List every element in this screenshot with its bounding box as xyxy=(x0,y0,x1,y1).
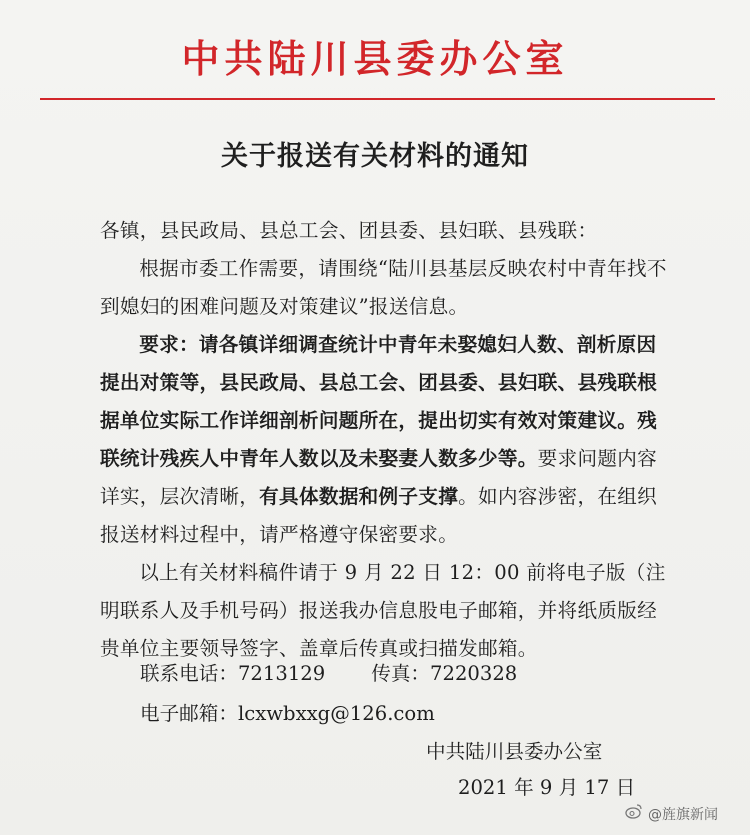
requirements-bold-text: 要求：请各镇详细调查统计中青年未娶媳妇人数、剖析原因提出对策等，县民政局、县总工会、团县委、县妇联、县残联根据单位实际工作详细剖析问题所在，提出切实有效对策建议。残联统计残疾人中青年人数以及未娶妻人数多少等。 xyxy=(100,333,658,470)
contact-email-line xyxy=(140,697,435,726)
issuing-org-header: 中共陆川县委办公室 xyxy=(181,37,569,81)
requirements-text: 要求问题内容详实，层次清晰， xyxy=(100,447,658,508)
phone-label: 联系电话： xyxy=(140,662,238,685)
document-title: 关于报送有关材料的通知 xyxy=(221,141,529,172)
fax-number: 7220328 xyxy=(430,662,518,685)
email-label: 电子邮箱： xyxy=(140,702,238,725)
requirements-text-end: 。如内容涉密，在组织报送材料过程中，请严格遵守保密要求。 xyxy=(100,485,658,546)
email-address: lcxwbxxg@126.com xyxy=(237,702,435,725)
red-divider-line xyxy=(40,98,715,100)
signature-date: 2021 年 9 月 17 日 xyxy=(458,776,636,799)
document-body xyxy=(100,212,672,668)
contact-phone-line xyxy=(140,657,517,686)
requirements-emphasis: 有具体数据和例子支撑 xyxy=(259,485,459,508)
paragraph-deadline: 以上有关材料稿件请于 9 月 22 日 12：00 前将电子版（注明联系人及手机号码）报送我办信息股电子邮箱，并将纸质版经贵单位主要领导签字、盖章后传真或扫描发邮箱。 xyxy=(100,561,666,660)
paragraph-requirements xyxy=(100,326,672,554)
signature-org: 中共陆川县委办公室 xyxy=(426,740,603,763)
fax-label: 传真： xyxy=(371,662,431,685)
paragraph-purpose: 根据市委工作需要，请围绕“陆川县基层反映农村中青年找不到媳妇的困难问题及对策建议”报送信息。 xyxy=(100,257,667,318)
watermark-text: @旌旗新闻 xyxy=(648,807,718,823)
addressees: 各镇，县民政局、县总工会、团县委、县妇联、县残联： xyxy=(100,219,598,242)
weibo-icon xyxy=(625,803,643,819)
phone-number: 7213129 xyxy=(237,662,326,685)
